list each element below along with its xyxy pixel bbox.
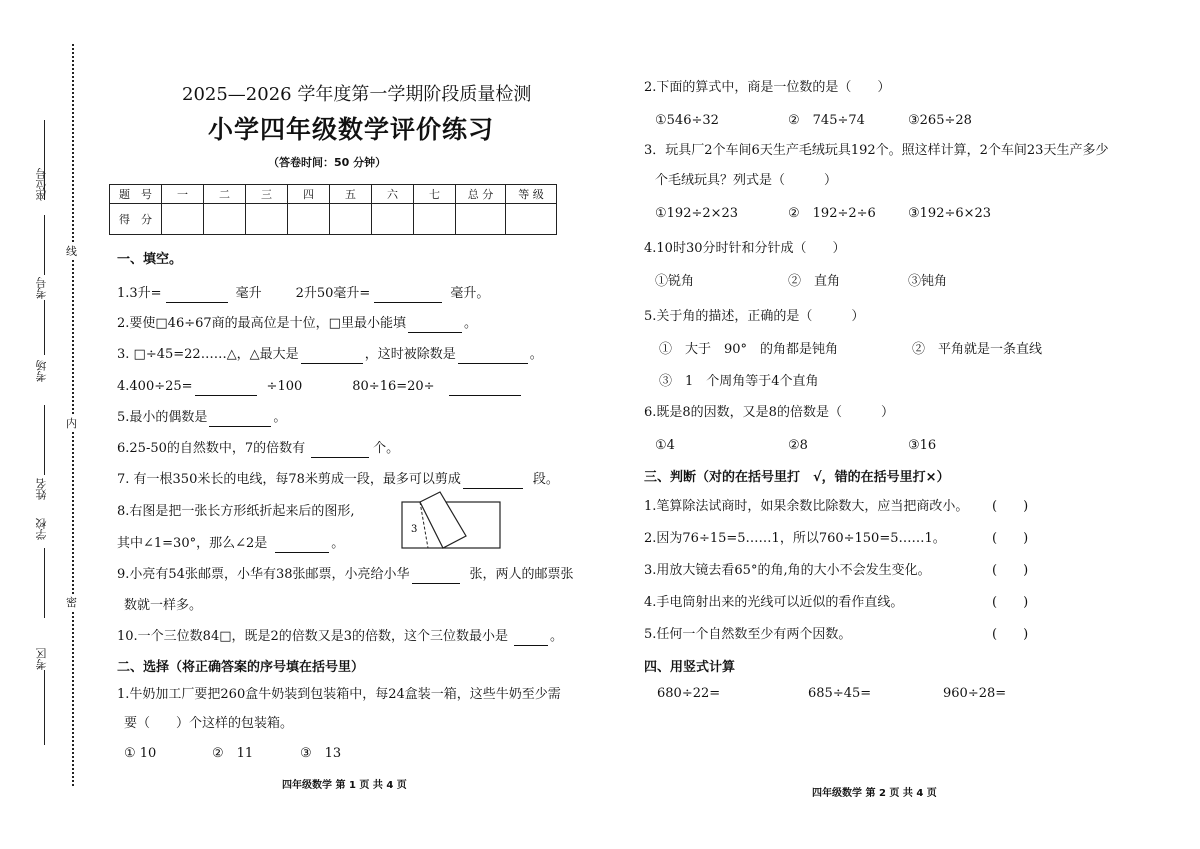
judge-item-1: 1.笔算除法试商时，如果余数比除数大，应当把商改小。: [644, 499, 969, 514]
answer-blank[interactable]: [463, 474, 523, 489]
judge-item-2: 2.因为76÷15=5……1，所以760÷150=5……1。: [644, 531, 946, 546]
folded-paper-figure: [398, 490, 504, 554]
figure-fold: [420, 492, 466, 548]
score-header-cell: 二: [204, 185, 246, 204]
answer-blank[interactable]: [514, 631, 548, 646]
question-1-4: [117, 378, 521, 396]
score-header-cell: 四: [288, 185, 330, 204]
judge-paren-1[interactable]: ( ): [992, 499, 1029, 514]
district-blank: [44, 670, 45, 745]
calc-problem-1: 680÷22=: [657, 686, 721, 701]
question-1-8b: [117, 535, 344, 553]
q-text: 。: [273, 410, 287, 425]
section3-title: 三、判断（对的在括号里打 √，错的在括号里打×）: [644, 470, 950, 485]
q-text: 个。: [373, 441, 400, 456]
calc-problem-3: 960÷28=: [943, 686, 1007, 701]
room-blank: [44, 300, 45, 355]
q-text: 9.小亮有54张邮票，小华有38张邮票，小亮给小华: [117, 567, 410, 582]
exam-no-blank: [44, 215, 45, 275]
question-2-1b: 要（ ）个这样的包装箱。: [124, 716, 294, 731]
q-text: 5.最小的偶数是: [117, 410, 208, 425]
judge-item-3: 3.用放大镜去看65°的角,角的大小不会发生变化。: [644, 563, 931, 578]
judge-paren-4[interactable]: ( ): [992, 595, 1029, 610]
answer-blank[interactable]: [195, 381, 257, 396]
question-1-10: [117, 628, 563, 646]
name-blank: [44, 405, 45, 475]
score-header-cell: 五: [330, 185, 372, 204]
question-1-3: [117, 346, 543, 364]
section4-title: 四、用竖式计算: [644, 660, 736, 675]
q-text: 。: [463, 316, 477, 331]
section1-title: 一、填空。: [117, 252, 183, 267]
score-cell[interactable]: [246, 204, 288, 235]
q2-1-option-3[interactable]: ③ 13: [300, 746, 342, 761]
score-cell[interactable]: [414, 204, 456, 235]
q-text: 。: [529, 347, 543, 362]
q-text: 2升50毫升=: [295, 286, 371, 301]
question-2-3a: 3．玩具厂2个车间6天生产毛绒玩具192个。照这样计算，2个车间23天生产多少: [644, 143, 1109, 158]
calc-problem-2: 685÷45=: [808, 686, 872, 701]
answer-blank[interactable]: [166, 288, 228, 303]
seat-label: 座位号: [35, 168, 48, 201]
q-text: 其中∠1=30°，那么∠2是: [117, 536, 268, 551]
question-1-2: [117, 315, 477, 333]
question-2-4: 4.10时30分时针和分针成（ ）: [644, 241, 846, 256]
question-1-9: [117, 566, 574, 584]
answer-blank[interactable]: [412, 569, 460, 584]
q2-5-option-3[interactable]: ③ 1 个周角等于4个直角: [659, 374, 819, 389]
figure-label: 3: [411, 524, 418, 535]
answer-blank[interactable]: [209, 412, 271, 427]
exam-title: 2025—2026 学年度第一学期阶段质量检测: [182, 84, 532, 105]
question-1-1: [117, 285, 489, 303]
q2-3-option-3[interactable]: ③192÷6×23: [908, 206, 992, 221]
score-cell[interactable]: [330, 204, 372, 235]
answer-blank[interactable]: [311, 443, 369, 458]
q2-5-option-2[interactable]: ② 平角就是一条直线: [912, 342, 1043, 357]
score-row-label: 得 分: [110, 204, 162, 235]
answer-blank[interactable]: [449, 381, 521, 396]
judge-item-4: 4.手电筒射出来的光线可以近似的看作直线。: [644, 595, 904, 610]
q-text: 3. □÷45=22……△，△最大是: [117, 347, 299, 362]
q-text: ÷100: [266, 379, 303, 394]
q-text: 。: [331, 536, 345, 551]
score-cell[interactable]: [288, 204, 330, 235]
q2-1-option-2[interactable]: ② 11: [212, 746, 254, 761]
question-1-8a: 8.右图是把一张长方形纸折起来后的图形,: [117, 504, 355, 519]
question-2-1a: 1.牛奶加工厂要把260盒牛奶装到包装箱中，每24盒装一箱，这些牛奶至少需: [117, 687, 561, 702]
school-blank: [44, 548, 45, 618]
q-text: 张，两人的邮票张: [469, 567, 574, 582]
q2-1-option-1[interactable]: ① 10: [124, 746, 157, 761]
answer-blank[interactable]: [374, 288, 442, 303]
room-label: 考场: [35, 360, 48, 382]
q-text: 7. 有一根350米长的电线，每78米剪成一段，最多可以剪成: [117, 472, 461, 487]
exam-time: （答卷时间：50 分钟）: [268, 156, 387, 169]
score-header-cell: 六: [372, 185, 414, 204]
school-label: 学校: [35, 518, 48, 540]
score-header-cell: 一: [162, 185, 204, 204]
judge-item-5: 5.任何一个自然数至少有两个因数。: [644, 627, 852, 642]
score-table: [109, 184, 557, 235]
page-footer-right: 四年级数学 第 2 页 共 4 页: [812, 788, 937, 799]
exam-no-label: 考号: [35, 277, 48, 299]
answer-blank[interactable]: [301, 349, 363, 364]
district-label: 考区: [35, 648, 48, 670]
q-text: 毫升: [235, 286, 262, 301]
q2-2-option-2[interactable]: ② 745÷74: [788, 113, 865, 128]
q2-2-option-3[interactable]: ③265÷28: [908, 113, 972, 128]
section2-title: 二、选择（将正确答案的序号填在括号里）: [117, 660, 365, 675]
answer-blank[interactable]: [458, 349, 528, 364]
q2-4-option-2[interactable]: ② 直角: [788, 274, 841, 289]
answer-blank[interactable]: [275, 538, 329, 553]
question-2-2: 2.下面的算式中，商是一位数的是（ ）: [644, 80, 891, 95]
question-1-7: [117, 471, 559, 489]
q2-2-option-1[interactable]: ①546÷32: [655, 113, 719, 128]
score-cell[interactable]: [506, 204, 557, 235]
cut-line-mark: 线: [66, 245, 77, 258]
q2-3-option-2[interactable]: ② 192÷2÷6: [788, 206, 876, 221]
q2-6-option-1[interactable]: ①4: [655, 438, 675, 453]
q-text: 10.一个三位数84□，既是2的倍数又是3的倍数，这个三位数最小是: [117, 629, 509, 644]
q2-6-option-3[interactable]: ③16: [908, 438, 937, 453]
score-cell[interactable]: [372, 204, 414, 235]
q-text: 6.25-50的自然数中，7的倍数有: [117, 441, 306, 456]
score-header-cell: 题 号: [110, 185, 162, 204]
q2-6-option-2[interactable]: ②8: [788, 438, 808, 453]
q-text: 毫升。: [450, 286, 490, 301]
score-header-cell: 等 级: [506, 185, 557, 204]
score-cell[interactable]: [204, 204, 246, 235]
score-cell[interactable]: [162, 204, 204, 235]
exam-subtitle: 小学四年级数学评价练习: [208, 115, 495, 144]
q2-5-option-1[interactable]: ① 大于 90° 的角都是钝角: [659, 342, 839, 357]
score-header-cell: 三: [246, 185, 288, 204]
question-1-6: [117, 440, 399, 458]
score-cell[interactable]: [456, 204, 506, 235]
q-text: 1.3升=: [117, 286, 162, 301]
name-label: 姓名: [35, 478, 48, 500]
q-text: 80÷16=20÷: [352, 379, 435, 394]
q2-3-option-1[interactable]: ①192÷2×23: [655, 206, 739, 221]
judge-paren-3[interactable]: ( ): [992, 563, 1029, 578]
q-text: ，这时被除数是: [364, 347, 456, 362]
judge-paren-2[interactable]: ( ): [992, 531, 1029, 546]
score-header-cell: 总 分: [456, 185, 506, 204]
question-1-5: [117, 409, 286, 427]
cut-inner-mark: 内: [66, 417, 77, 430]
q-text: 2.要使□46÷67商的最高位是十位，□里最小能填: [117, 316, 406, 331]
score-header-cell: 七: [414, 185, 456, 204]
question-1-9b: 数就一样多。: [124, 598, 203, 613]
q2-4-option-3[interactable]: ③钝角: [908, 274, 948, 289]
q-text: 段。: [532, 472, 559, 487]
cut-seal-mark: 密: [66, 596, 77, 609]
question-2-6: 6.既是8的因数，又是8的倍数是（ ）: [644, 405, 894, 420]
question-2-5: 5.关于角的描述，正确的是（ ）: [644, 309, 865, 324]
page-footer-left: 四年级数学 第 1 页 共 4 页: [282, 780, 407, 791]
judge-paren-5[interactable]: ( ): [992, 627, 1029, 642]
question-2-3b: 个毛绒玩具？列式是（ ）: [655, 173, 838, 188]
q2-4-option-1[interactable]: ①锐角: [655, 274, 695, 289]
q-text: 。: [550, 629, 564, 644]
q-text: 4.400÷25=: [117, 379, 193, 394]
answer-blank[interactable]: [408, 318, 462, 333]
